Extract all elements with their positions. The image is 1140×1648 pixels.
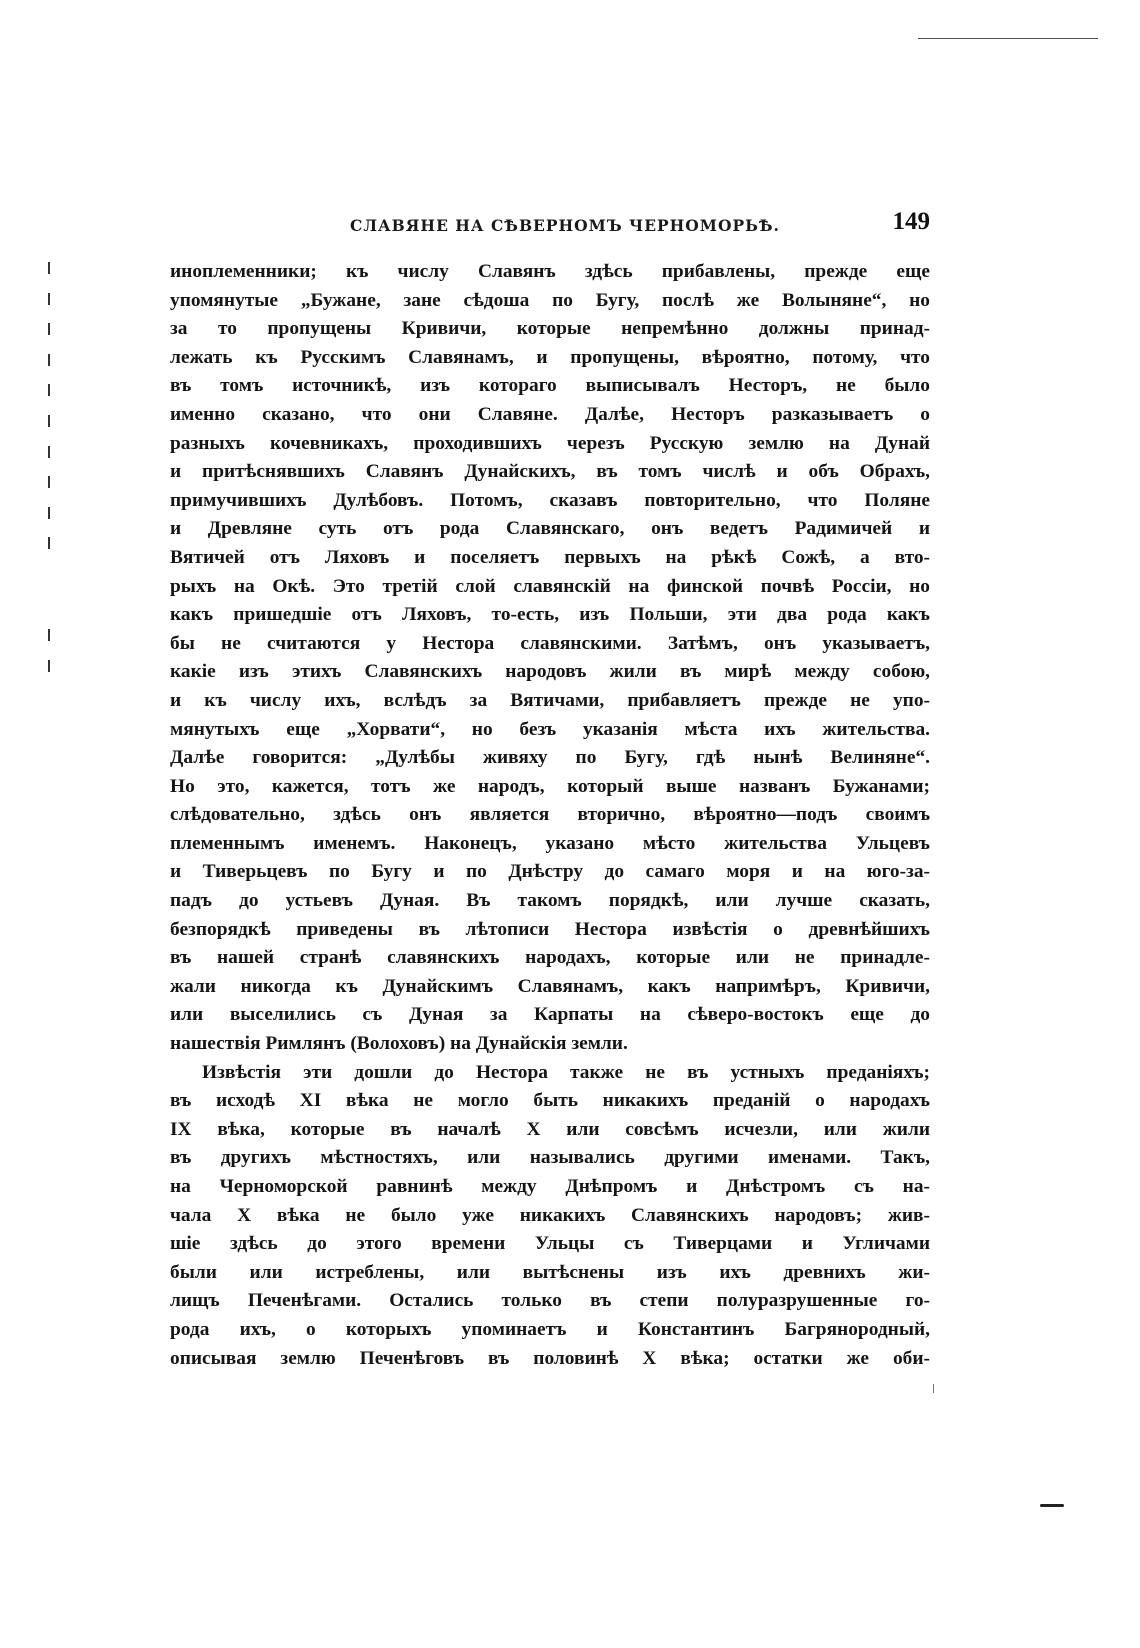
text-line: какъ пришедшіе отъ Ляховъ, то-есть, изъ Польши, эти два рода какъ <box>170 604 930 626</box>
text-line: слѣдовательно, здѣсь онъ является вторично, вѣроятно—подъ своимъ <box>170 804 930 826</box>
margin-mark <box>48 323 50 335</box>
margin-mark <box>48 476 50 488</box>
margin-gap <box>48 599 50 611</box>
text-line: въ исходѣ XI вѣка не могло быть никакихъ преданій о народахъ <box>170 1090 930 1112</box>
text-line: рода ихъ, о которыхъ упоминаетъ и Константинъ Багрянородный, <box>170 1318 930 1340</box>
top-rule <box>918 38 1098 39</box>
text-line: и Древляне суть отъ рода Славянскаго, онъ ведетъ Радимичей и <box>170 518 930 540</box>
margin-gap <box>48 568 50 580</box>
text-line: упомянутые „Бужане, зане сѣдоша по Бугу, послѣ же Волыняне“, но <box>170 289 930 311</box>
text-line: Далѣе говорится: „Дулѣбы живяху по Бугу, гдѣ нынѣ Велиняне“. <box>170 747 930 769</box>
text-line: лищъ Печенѣгами. Остались только въ степи полуразрушенные го- <box>170 1290 930 1312</box>
text-line: Вятичей отъ Ляховъ и поселяетъ первыхъ на рѣкѣ Сожѣ, а вто- <box>170 546 930 568</box>
margin-mark <box>48 354 50 366</box>
text-line: въ другихъ мѣстностяхъ, или назывались другими именами. Такъ, <box>170 1147 930 1169</box>
text-line: были или истреблены, или вытѣснены изъ ихъ древнихъ жи- <box>170 1261 930 1283</box>
margin-mark <box>48 384 50 396</box>
text-line: лежать къ Русскимъ Славянамъ, и пропущены, вѣроятно, потому, что <box>170 346 930 368</box>
text-line: бы не считаются у Нестора славянскими. Затѣмъ, онъ указываетъ, <box>170 632 930 654</box>
text-line: какіе изъ этихъ Славянскихъ народовъ жили въ мирѣ между собою, <box>170 661 930 683</box>
text-line: въ томъ источникѣ, изъ котораго выписывалъ Несторъ, не было <box>170 375 930 397</box>
margin-mark <box>48 262 50 274</box>
text-line: именно сказано, что они Славяне. Далѣе, Несторъ разказываетъ о <box>170 403 930 425</box>
text-line: за то пропущены Кривичи, которые непремѣнно должны принад- <box>170 318 930 340</box>
text-line: разныхъ кочевникахъ, проходившихъ черезъ Русскую землю на Дунай <box>170 432 930 454</box>
text-line: Но это, кажется, тотъ же народъ, который выше названъ Бужанами; <box>170 775 930 797</box>
text-line: примучившихъ Дулѣбовъ. Потомъ, сказавъ повторительно, что Поляне <box>170 489 930 511</box>
text-line: мянутыхъ еще „Хорвати“, но безъ указанія мѣста ихъ жительства. <box>170 718 930 740</box>
text-line: описывая землю Печенѣговъ въ половинѣ X вѣка; остатки же оби- <box>170 1347 930 1369</box>
text-line: на Черноморской равнинѣ между Днѣпромъ и Днѣстромъ съ на- <box>170 1176 930 1197</box>
margin-marks <box>44 262 54 690</box>
text-line: или выселились съ Дуная за Карпаты на сѣверо-востокъ еще до <box>170 1004 930 1026</box>
running-head: СЛАВЯНЕ НА СѢВЕРНОМЪ ЧЕРНОМОРЬѢ. <box>350 216 780 235</box>
margin-mark <box>48 629 50 641</box>
text-line: иноплеменники; къ числу Славянъ здѣсь прибавлены, прежде еще <box>170 261 930 282</box>
paragraph-end-line: нашествія Римлянъ (Волоховъ) на Дунайскія земли. <box>170 1033 628 1055</box>
text-line: чала X вѣка не было уже никакихъ Славянскихъ народовъ; жив- <box>170 1204 930 1226</box>
margin-mark <box>48 415 50 427</box>
text-line: рыхъ на Окѣ. Это третій слой славянскій на финской почвѣ Россіи, но <box>170 575 930 597</box>
text-line: жали никогда къ Дунайскимъ Славянамъ, какъ напримѣръ, Кривичи, <box>170 975 930 997</box>
text-line: и Тиверьцевъ по Бугу и по Днѣстру до самаго моря и на юго-за- <box>170 861 930 883</box>
paragraph-start-line: Извѣстія эти дошли до Нестора также не въ устныхъ преданіяхъ; <box>202 1061 930 1083</box>
text-line: падъ до устьевъ Дуная. Въ такомъ порядкѣ, или лучше сказать, <box>170 890 930 912</box>
margin-mark <box>48 537 50 549</box>
text-line: племеннымъ именемъ. Наконецъ, указано мѣсто жительства Ульцевъ <box>170 832 930 854</box>
margin-mark <box>48 507 50 519</box>
text-line: въ нашей странѣ славянскихъ народахъ, которые или не принадле- <box>170 947 930 969</box>
scan-edge-mark <box>1040 1504 1064 1507</box>
text-line: безпорядкѣ приведены въ лѣтописи Нестора извѣстія о древнѣйшихъ <box>170 918 930 940</box>
page-number: 149 <box>892 208 930 235</box>
body-text <box>170 258 930 1373</box>
page-header <box>170 208 930 242</box>
margin-mark <box>48 293 50 305</box>
margin-mark <box>48 660 50 672</box>
text-line: и притѣснявшихъ Славянъ Дунайскихъ, въ томъ числѣ и объ Обрахъ, <box>170 461 930 483</box>
margin-mark <box>48 446 50 458</box>
text-line: шіе здѣсь до этого времени Ульцы съ Тиверцами и Угличами <box>170 1233 930 1255</box>
text-line: IX вѣка, которые въ началѣ X или совсѣмъ исчезли, или жили <box>170 1118 930 1140</box>
text-line: и къ числу ихъ, вслѣдъ за Вятичами, прибавляетъ прежде не упо- <box>170 689 930 711</box>
scan-tick-mark <box>933 1384 934 1393</box>
